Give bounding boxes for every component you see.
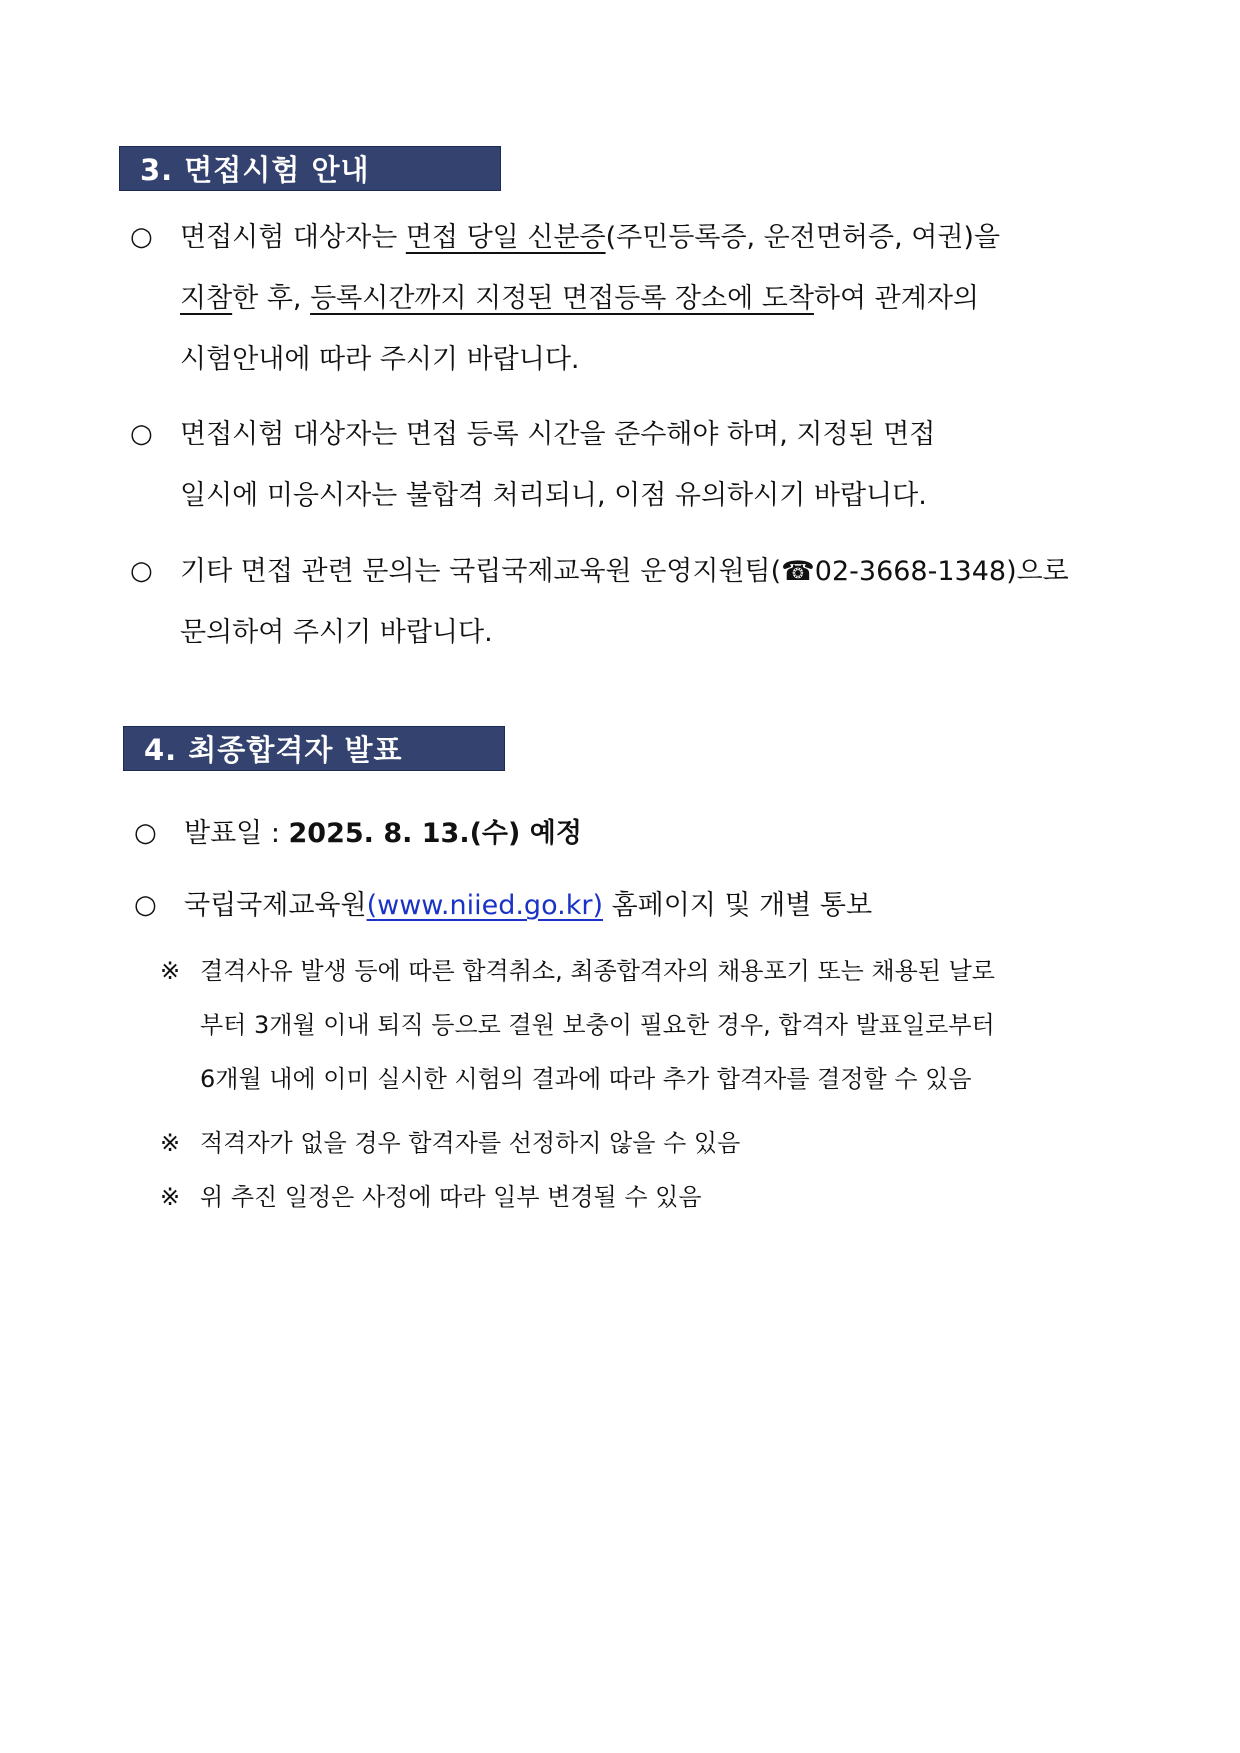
- note-text: 결격사유 발생 등에 따른 합격취소, 최종합격자의 채용포기 또는 채용된 날로: [200, 957, 995, 985]
- bullet-text: [180, 268, 1130, 329]
- bullet-text: 일시에 미응시자는 불합격 처리되니, 이점 유의하시기 바랍니다.: [180, 480, 927, 511]
- note-line: [160, 1170, 1130, 1224]
- bullet-text: 면접시험 대상자는 면접 등록 시간을 준수해야 하며, 지정된 면접: [180, 419, 936, 450]
- circle-bullet-icon: ○: [130, 556, 153, 586]
- note-3: [160, 1170, 1130, 1224]
- circle-bullet-icon: ○: [134, 818, 157, 848]
- note-text: 6개월 내에 이미 실시한 시험의 결과에 따라 추가 합격자를 결정할 수 있음: [200, 1065, 972, 1093]
- bullet-text: 시험안내에 따라 주시기 바랍니다.: [180, 344, 580, 375]
- bullet-line: [130, 541, 1130, 602]
- note-2: [160, 1116, 1130, 1170]
- bullet-line: [130, 329, 1130, 390]
- bullet-text: [184, 875, 1134, 936]
- note-line: [160, 998, 1130, 1052]
- note-line: [160, 944, 1130, 998]
- bullet-line: [130, 465, 1130, 526]
- section3-bullet-2: [130, 404, 1130, 526]
- website-link[interactable]: www.niied.go.kr: [377, 890, 593, 921]
- underlined-text: 면접 당일 신분증: [405, 222, 606, 253]
- circle-bullet-icon: ○: [134, 890, 157, 920]
- bullet-line: [130, 207, 1130, 268]
- circle-bullet-icon: ○: [130, 222, 153, 252]
- bullet-line: [130, 268, 1130, 329]
- section4-bullet-1: [134, 803, 1134, 864]
- reference-mark-icon: ※: [160, 1129, 181, 1157]
- note-text: 적격자가 없을 경우 합격자를 선정하지 않을 수 있음: [200, 1129, 741, 1157]
- bullet-text: 기타 면접 관련 문의는 국립국제교육원 운영지원팀(☎02-3668-1348)으로: [180, 556, 1069, 587]
- reference-mark-icon: ※: [160, 957, 181, 985]
- section3-bullet-3: [130, 541, 1130, 663]
- website-link-paren-close: ): [592, 890, 603, 921]
- bullet-line: [130, 404, 1130, 465]
- section-header-4-text: 4. 최종합격자 발표: [144, 733, 403, 767]
- text-segment: 예정: [520, 818, 582, 849]
- note-text: 부터 3개월 이내 퇴직 등으로 결원 보충이 필요한 경우, 합격자 발표일로부터: [200, 1011, 995, 1039]
- underlined-text: 등록시간까지 지정된 면접등록 장소에 도착: [310, 283, 814, 314]
- note-1: [160, 944, 1130, 1106]
- announcement-date: 2025. 8. 13.(수): [288, 818, 521, 849]
- reference-mark-icon: ※: [160, 1183, 181, 1211]
- bullet-text: [180, 207, 1130, 268]
- bullet-line: [130, 602, 1130, 663]
- section-header-4: [123, 726, 505, 771]
- bullet-line: [134, 875, 1134, 936]
- section-header-3-text: 3. 면접시험 안내: [140, 153, 370, 187]
- note-line: [160, 1116, 1130, 1170]
- text-segment: 국립국제교육원: [184, 890, 367, 921]
- text-segment: 한 후,: [232, 283, 311, 314]
- text-segment: 하여 관계자의: [813, 283, 979, 314]
- bullet-line: [134, 803, 1134, 864]
- text-segment: 면접시험 대상자는: [180, 222, 406, 253]
- circle-bullet-icon: ○: [130, 419, 153, 449]
- section3-bullet-1: [130, 207, 1130, 390]
- bullet-text: 문의하여 주시기 바랍니다.: [180, 617, 493, 648]
- underlined-text: 지참: [180, 283, 233, 314]
- section4-bullet-2: [134, 875, 1134, 936]
- note-text: 위 추진 일정은 사정에 따라 일부 변경될 수 있음: [200, 1183, 702, 1211]
- text-segment: 홈페이지 및 개별 통보: [602, 890, 873, 921]
- announcement-date-label: 발표일 :: [184, 818, 289, 849]
- text-segment: (주민등록증, 운전면허증, 여권)을: [605, 222, 1001, 253]
- note-line: [160, 1052, 1130, 1106]
- section-header-3: [119, 146, 501, 191]
- website-link-paren-open: (: [366, 890, 378, 921]
- bullet-text: [184, 803, 1134, 864]
